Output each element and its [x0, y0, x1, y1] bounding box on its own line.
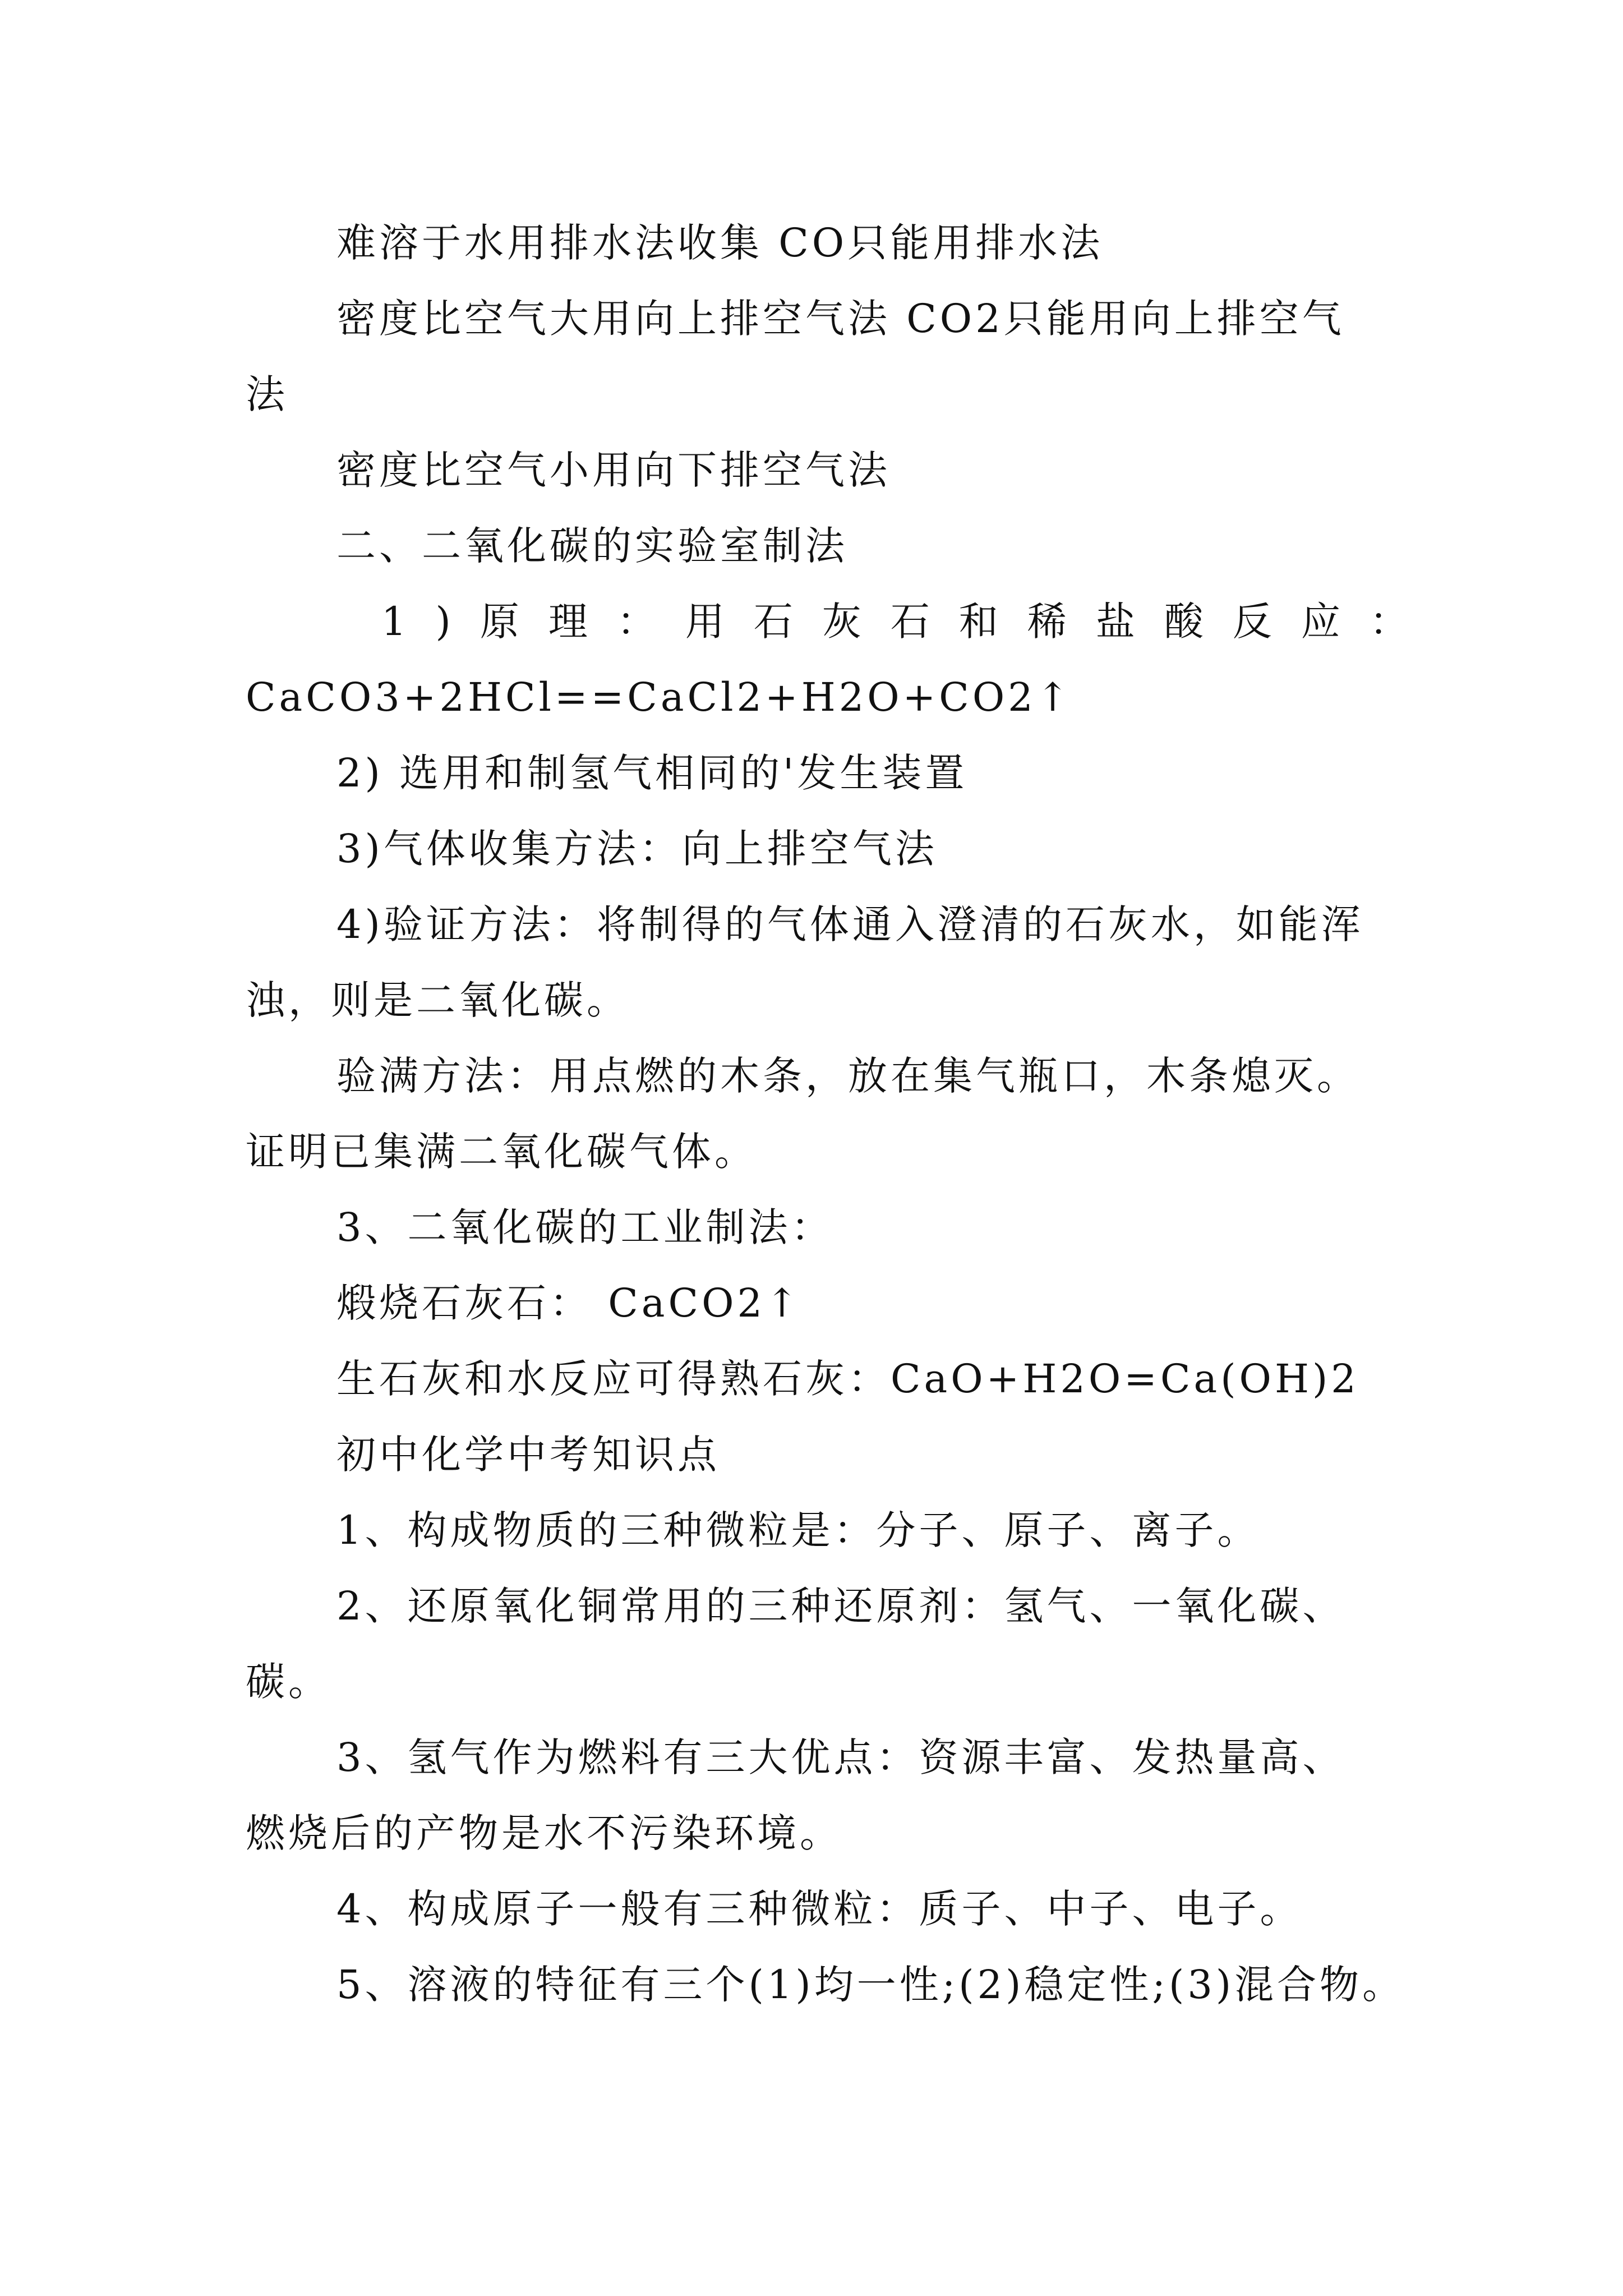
text-line: 1、构成物质的三种微粒是：分子、原子、离子。 — [336, 1507, 1260, 1553]
text-line: 验满方法：用点燃的木条，放在集气瓶口，木条熄灭。 — [336, 1053, 1359, 1099]
text-line: 密度比空气大用向上排空气法 CO2只能用向上排空气 — [336, 296, 1345, 342]
text-line: 1)原理：用石灰石和稀盐酸反应： — [381, 599, 1438, 645]
section-heading: 二、二氧化碳的实验室制法 — [336, 523, 848, 569]
text-line: 4)验证方法：将制得的气体通入澄清的石灰水，如能浑 — [336, 901, 1364, 947]
text-line: 4、构成原子一般有三种微粒：质子、中子、电子。 — [336, 1886, 1303, 1932]
text-line: 燃烧后的产物是水不污染环境。 — [246, 1810, 842, 1856]
section-heading: 初中化学中考知识点 — [336, 1432, 720, 1478]
text-line: 密度比空气小用向下排空气法 — [336, 447, 891, 493]
text-line: 5、溶液的特征有三个(1)均一性;(2)稳定性;(3)混合物。 — [336, 1962, 1405, 2008]
text-line: 3)气体收集方法：向上排空气法 — [336, 826, 938, 872]
text-line: 生石灰和水反应可得熟石灰：CaO+H2O=Ca(OH)2 — [336, 1356, 1359, 1402]
text-line: 难溶于水用排水法收集 CO只能用排水法 — [336, 220, 1104, 266]
text-line: 3、氢气作为燃料有三大优点：资源丰富、发热量高、 — [336, 1734, 1345, 1780]
text-line: 法 — [246, 371, 288, 417]
text-line: 浊，则是二氧化碳。 — [246, 977, 629, 1023]
text-line: 证明已集满二氧化碳气体。 — [246, 1129, 757, 1175]
text-line: 煅烧石灰石： CaCO2↑ — [336, 1280, 802, 1326]
formula-line: CaCO3+2HCl==CaCl2+H2O+CO2↑ — [246, 674, 1073, 720]
text-line: 碳。 — [246, 1659, 331, 1705]
section-heading: 3、二氧化碳的工业制法： — [336, 1204, 834, 1250]
text-line: 2) 选用和制氢气相同的'发生装置 — [336, 750, 968, 796]
text-line: 2、还原氧化铜常用的三种还原剂：氢气、一氧化碳、 — [336, 1583, 1345, 1629]
